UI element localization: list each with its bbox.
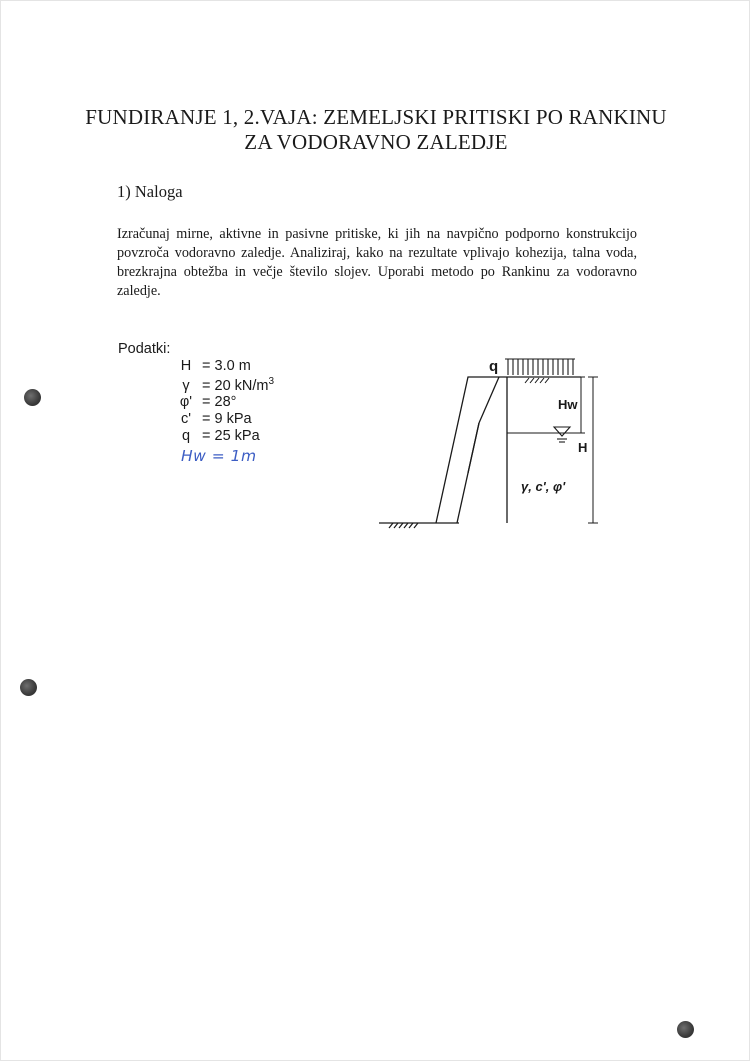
- water-table: [507, 427, 581, 442]
- surcharge-load: [505, 359, 575, 375]
- document-title: FUNDIRANJE 1, 2.VAJA: ZEMELJSKI PRITISKI PO RANKINU ZA VODORAVNO ZALEDJE: [85, 105, 667, 154]
- hw-dimension: [577, 377, 585, 433]
- punch-hole-top: [24, 389, 41, 406]
- front-ground: [379, 523, 459, 528]
- data-item-height: H = 3.0 m: [180, 358, 251, 374]
- hw-label: Hw: [558, 397, 578, 412]
- data-item-surcharge: q = 25 kPa: [181, 428, 260, 444]
- h-dimension: [588, 377, 598, 523]
- data-item-friction-angle: φ' = 28°: [179, 394, 237, 410]
- handwritten-note: Hw = 1m: [181, 447, 257, 465]
- punch-hole-middle: [20, 679, 37, 696]
- backfill-hatch: [525, 378, 549, 383]
- soil-parameters-label: γ, c', φ': [521, 479, 566, 494]
- surcharge-label: q: [489, 358, 499, 375]
- section-heading: 1) Naloga: [117, 182, 183, 201]
- retaining-wall: [436, 377, 499, 523]
- retaining-wall-diagram: [371, 351, 611, 551]
- punch-hole-bottom: [677, 1021, 694, 1038]
- task-paragraph: Izračunaj mirne, aktivne in pasivne pritiske, ki jih na navpično podporno konstrukcijo povzroča vodoravno zaledje. Analiziraj, kako na rezultate vplivajo kohezija, talna voda, brezkrajna obtežba in večje število slojev. Uporabi metodo po Rankinu za vodoravno zaledje.: [117, 226, 637, 299]
- h-label: H: [578, 440, 588, 455]
- data-item-cohesion: c' = 9 kPa: [180, 411, 252, 427]
- data-item-unit-weight: γ = 20 $kN/m^3$: [182, 376, 275, 394]
- data-label: Podatki:: [118, 341, 171, 357]
